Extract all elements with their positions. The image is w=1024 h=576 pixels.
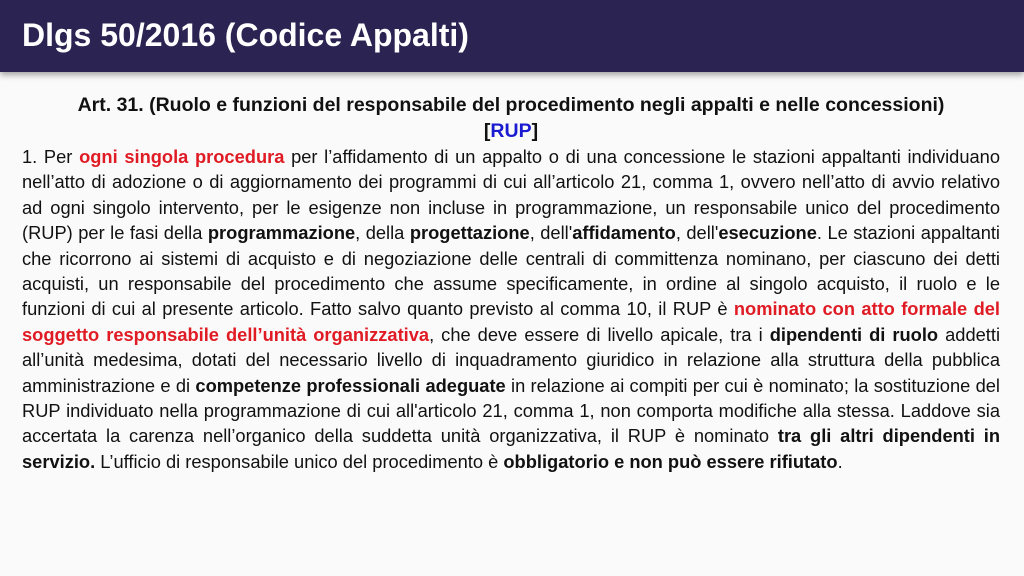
text-segment: L’ufficio di responsabile unico del procedimento è (95, 450, 504, 472)
article-title: Art. 31. (Ruolo e funzioni del responsabile del procedimento negli appalti e nelle concessioni) (77, 94, 945, 116)
text-segment: , dell' (675, 222, 719, 244)
highlight-red: nominato con atto formale del soggetto responsabile dell’unità organizzativa (22, 298, 1000, 345)
rup-open-bracket: [ (483, 120, 491, 142)
emphasis-bold: obbligatorio e non può essere rifiutato (503, 450, 838, 472)
text-segment: , della (355, 222, 410, 244)
emphasis-bold: competenze professionali adeguate (195, 374, 506, 396)
emphasis-bold: affidamento (572, 222, 676, 244)
emphasis-bold: programmazione (207, 222, 356, 244)
text-segment: addetti all’unità medesima, dotati del necessario livello di inquadramento giuridico in relazione alla struttura della pubblica amministrazione e di (22, 323, 1001, 396)
emphasis-bold: progettazione (409, 222, 530, 244)
highlight-red: ogni singola procedura (79, 146, 285, 167)
rup-tag: RUP (490, 120, 532, 142)
text-segment: in relazione ai compiti per cui è nominato; la sostituzione del RUP individuato nella programmazione di cui all'articolo 21, comma 1, non comporta modifiche alla stessa. Laddove sia accertata la carenza nell’organico della suddetta unità organizzativa, il RUP è nominato (22, 374, 1000, 447)
emphasis-bold: dipendenti di ruolo (769, 323, 939, 345)
article-paragraph (22, 144, 1000, 474)
text-segment: . Le stazioni appaltanti che ricorrono ai sistemi di acquisto e di negoziazione delle centrali di committenza nominano, per ciascuno dei detti acquisti, un responsabile del procedimento che assume specificamente, in ordine al singolo acquisto, il ruolo e le funzioni di cui al presente articolo. Fatto salvo quanto previsto al comma 10, il RUP è (22, 222, 1000, 320)
text-segment: , che deve essere di livello apicale, tra i (429, 323, 770, 345)
slide-title: Dlgs 50/2016 (Codice Appalti) (22, 17, 469, 53)
text-segment: , dell' (529, 222, 573, 244)
header-bar (0, 0, 1024, 72)
rup-close-bracket: ] (531, 120, 539, 142)
emphasis-bold: esecuzione (718, 222, 817, 244)
article-heading (22, 92, 1000, 144)
slide-content (22, 92, 1000, 474)
text-segment: 1. Per (22, 146, 80, 167)
emphasis-bold: tra gli altri dipendenti in servizio. (22, 425, 1001, 472)
text-segment: . (837, 450, 843, 472)
text-segment: per l’affidamento di un appalto o di una concessione le stazioni appaltanti individuano nell’atto di adozione o di aggiornamento dei programmi di cui all’articolo 21, comma 1, ovvero nell’atto di avvio relativo ad ogni singolo intervento, per le esigenze non incluse in programmazione, un responsabile unico del procedimento (RUP) per le fasi della (22, 146, 1000, 244)
